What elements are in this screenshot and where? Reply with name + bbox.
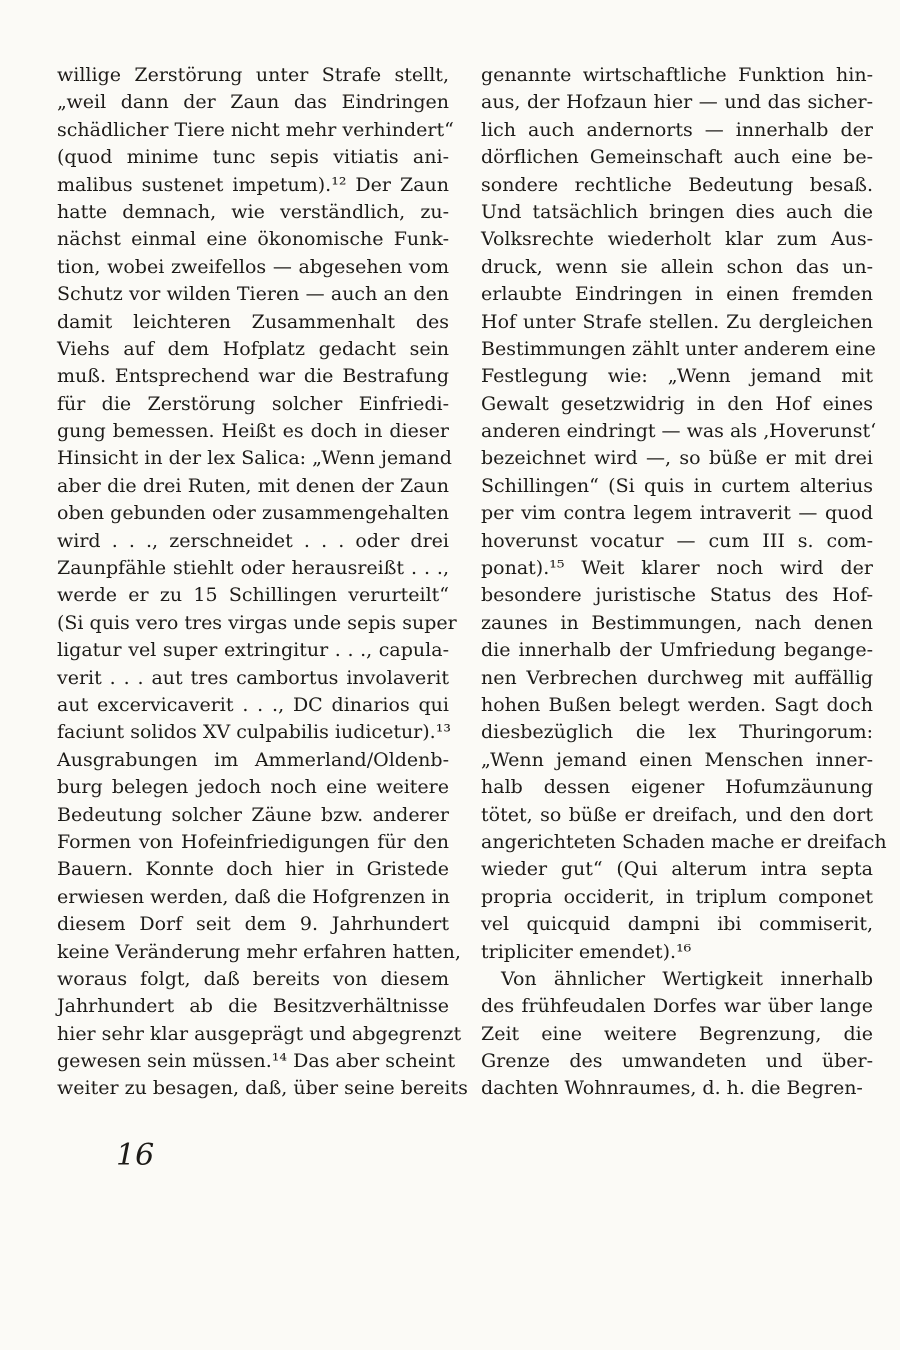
page-number: 16 — [116, 1138, 155, 1173]
text-line: schädlicher Tiere nicht mehr verhindert“ — [57, 118, 454, 141]
text-line: erlaubte Eindringen in einen fremden — [481, 283, 873, 306]
text-line: Bauern. Konnte doch hier in Gristede — [57, 858, 449, 881]
text-line: tötet, so büße er dreifach, und den dort — [481, 803, 873, 826]
text-line: bezeichnet wird —, so büße er mit drei — [481, 447, 873, 470]
text-line: Zeit eine weitere Begrenzung, die — [481, 1022, 873, 1045]
text-line: Schutz vor wilden Tieren — auch an den — [57, 283, 449, 306]
right-column — [481, 62, 887, 1103]
text-line: tion, wobei zweifellos — abgesehen vom — [57, 255, 449, 278]
text-line: ligatur vel super extringitur . . ., capula- — [57, 639, 449, 662]
text-line: malibus sustenet impetum).¹² Der Zaun — [57, 173, 449, 196]
text-line: hoverunst vocatur — cum III s. com- — [481, 529, 873, 552]
text-line: Formen von Hofeinfriedigungen für den — [57, 830, 449, 853]
text-line: vel quicquid dampni ibi commiserit, — [481, 913, 873, 936]
text-line: druck, wenn sie allein schon das un- — [481, 255, 873, 278]
left-column — [57, 62, 468, 1103]
text-line: diesem Dorf seit dem 9. Jahrhundert — [57, 913, 449, 936]
text-line: „weil dann der Zaun das Eindringen — [57, 91, 449, 114]
text-line: dörflichen Gemeinschaft auch eine be- — [481, 146, 873, 169]
text-line: burg belegen jedoch noch eine weitere — [57, 776, 449, 799]
text-line: Zaunpfähle stiehlt oder herausreißt . . ., — [57, 557, 449, 580]
text-line: tripliciter emendet).¹⁶ — [481, 940, 692, 963]
text-line: erwiesen werden, daß die Hofgrenzen in — [57, 885, 450, 908]
text-line: Hof unter Strafe stellen. Zu dergleichen — [481, 310, 873, 333]
text-line: des frühfeudalen Dorfes war über lange — [481, 995, 873, 1018]
text-line: Festlegung wie: „Wenn jemand mit — [481, 365, 873, 388]
text-line: Viehs auf dem Hofplatz gedacht sein — [57, 337, 449, 360]
text-line: verit . . . aut tres cambortus involaverit — [57, 666, 449, 689]
text-line: die innerhalb der Umfriedung begange- — [481, 639, 873, 662]
text-line: gung bemessen. Heißt es doch in dieser — [57, 420, 449, 443]
text-line: lich auch andernorts — innerhalb der — [481, 118, 873, 141]
text-line: anderen eindringt — was als ‚Hoverunst‘ — [481, 420, 877, 443]
text-line: hatte demnach, wie verständlich, zu- — [57, 200, 449, 223]
text-line: Gewalt gesetzwidrig in den Hof eines — [481, 392, 873, 415]
text-line: propria occiderit, in triplum componet — [481, 885, 873, 908]
text-line: gewesen sein müssen.¹⁴ Das aber scheint — [57, 1050, 456, 1073]
text-line: für die Zerstörung solcher Einfriedi- — [57, 392, 449, 415]
text-line: besondere juristische Status des Hof- — [481, 584, 873, 607]
text-line: diesbezüglich die lex Thuringorum: — [481, 721, 873, 744]
text-line: nen Verbrechen durchweg mit auffällig — [481, 666, 873, 689]
text-line: Ausgrabungen im Ammerland/Oldenb- — [57, 748, 449, 771]
text-line: ponat).¹⁵ Weit klarer noch wird der — [481, 557, 873, 580]
text-line: „Wenn jemand einen Menschen inner- — [481, 748, 873, 771]
text-line: nächst einmal eine ökonomische Funk- — [57, 228, 449, 251]
text-line: willige Zerstörung unter Strafe stellt, — [57, 64, 449, 86]
text-line: Jahrhundert ab die Besitzverhältnisse — [57, 995, 449, 1018]
text-line: muß. Entsprechend war die Bestrafung — [57, 365, 449, 388]
text-line: (Si quis vero tres virgas unde sepis super — [57, 611, 457, 634]
text-line: werde er zu 15 Schillingen verurteilt“ — [57, 584, 449, 607]
text-line: hier sehr klar ausgeprägt und abgegrenzt — [57, 1022, 462, 1045]
text-line: aber die drei Ruten, mit denen der Zaun — [57, 474, 449, 497]
text-line: genannte wirtschaftliche Funktion hin- — [481, 64, 873, 86]
text-line: oben gebunden oder zusammengehalten — [57, 502, 449, 525]
text-line: hohen Bußen belegt werden. Sagt doch — [481, 693, 873, 716]
text-line: woraus folgt, daß bereits von diesem — [57, 967, 449, 990]
text-line: aus, der Hofzaun hier — und das sicher- — [481, 91, 873, 114]
text-line: Hinsicht in der lex Salica: „Wenn jemand — [57, 447, 452, 470]
text-line: per vim contra legem intraverit — quod — [481, 502, 873, 525]
text-line: Und tatsächlich bringen dies auch die — [481, 200, 873, 223]
text-line: aut excervicaverit . . ., DC dinarios qui — [57, 693, 449, 716]
text-line: dachten Wohnraumes, d. h. die Begren- — [481, 1077, 863, 1100]
text-line: wird . . ., zerschneidet . . . oder drei — [57, 529, 449, 552]
text-line: Schillingen“ (Si quis in curtem alterius — [481, 474, 873, 497]
text-line: (quod minime tunc sepis vitiatis ani- — [57, 146, 449, 169]
text-line: halb dessen eigener Hofumzäunung — [481, 776, 873, 799]
text-line: Von ähnlicher Wertigkeit innerhalb — [501, 967, 873, 990]
text-line: Grenze des umwandeten und über- — [481, 1050, 873, 1073]
text-line: damit leichteren Zusammenhalt des — [57, 310, 449, 333]
text-line: faciunt solidos XV culpabilis iudicetur).¹³ — [57, 721, 451, 744]
text-line: Bedeutung solcher Zäune bzw. anderer — [57, 803, 449, 826]
text-line: weiter zu besagen, daß, über seine bereits — [57, 1077, 468, 1100]
text-line: sondere rechtliche Bedeutung besaß. — [481, 173, 873, 196]
text-line: zaunes in Bestimmungen, nach denen — [481, 611, 873, 634]
text-line: Volksrechte wiederholt klar zum Aus- — [481, 228, 873, 251]
text-line: wieder gut“ (Qui alterum intra septa — [481, 858, 873, 881]
text-line: Bestimmungen zählt unter anderem eine — [481, 337, 876, 360]
text-line: keine Veränderung mehr erfahren hatten, — [57, 940, 461, 963]
text-line: angerichteten Schaden mache er dreifach — [481, 830, 887, 853]
